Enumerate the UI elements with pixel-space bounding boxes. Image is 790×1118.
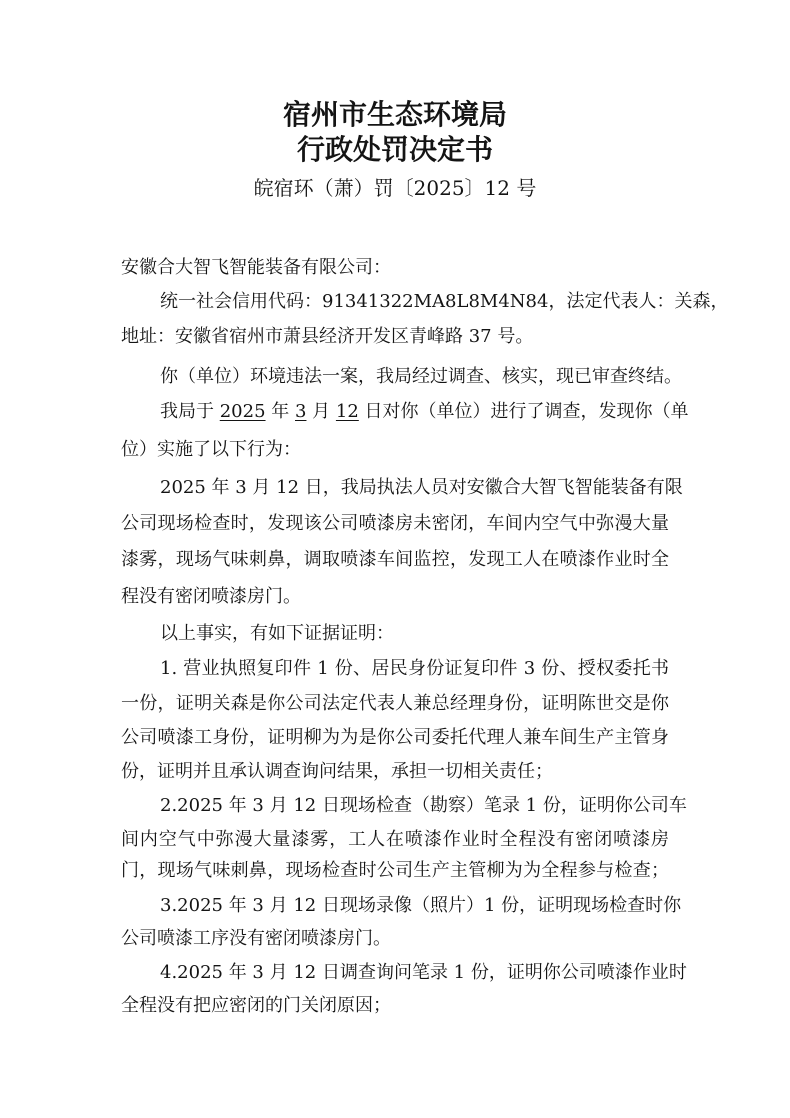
investigation-prefix: 我局于 xyxy=(160,401,220,422)
evidence-item-line: 3.2025 年 3 月 12 日现场录像（照片）1 份，证明现场检查时你 xyxy=(160,895,682,916)
issuing-authority-title: 宿州市生态环境局 xyxy=(282,98,507,131)
investigation-month-suffix: 月 xyxy=(306,401,336,422)
evidence-intro: 以上事实，有如下证据证明： xyxy=(160,623,394,644)
evidence-item-line: 2.2025 年 3 月 12 日现场检查（勘察）笔录 1 份，证明你公司车 xyxy=(160,795,687,816)
party-info-line: 统一社会信用代码：91341322MA8L8M4N84，法定代表人：关森， xyxy=(160,291,729,312)
addressee: 安徽合大智飞智能装备有限公司： xyxy=(121,257,391,278)
evidence-item-line: 1. 营业执照复印件 1 份、居民身份证复印件 3 份、授权委托书 xyxy=(160,658,669,679)
evidence-item-line: 公司喷漆工序没有密闭喷漆房门。 xyxy=(121,928,391,949)
intro-paragraph: 你（单位）环境违法一案，我局经过调查、核实，现已审查终结。 xyxy=(160,366,682,387)
investigation-line xyxy=(160,401,689,423)
investigation-year-suffix: 年 xyxy=(265,401,295,422)
investigation-continuation: 位）实施了以下行为： xyxy=(121,439,301,460)
investigation-month: 3 xyxy=(295,401,307,422)
investigation-day-suffix: 日对你（单位）进行了调查，发现你（单 xyxy=(358,401,689,422)
document-number: 皖宿环（萧）罚〔2025〕12 号 xyxy=(253,176,537,200)
investigation-day: 12 xyxy=(335,401,359,422)
evidence-item-line: 间内空气中弥漫大量漆雾，工人在喷漆作业时全程没有密闭喷漆房 xyxy=(121,829,669,850)
evidence-item-line: 公司喷漆工身份，证明柳为为是你公司委托代理人兼车间生产主管身 xyxy=(121,727,669,748)
investigation-year: 2025 xyxy=(219,401,266,422)
evidence-item-line: 一份，证明关森是你公司法定代表人兼总经理身份，证明陈世交是你 xyxy=(121,693,669,714)
facts-line: 程没有密闭喷漆房门。 xyxy=(121,586,301,607)
facts-line: 公司现场检查时，发现该公司喷漆房未密闭，车间内空气中弥漫大量 xyxy=(121,513,669,534)
evidence-item-line: 份，证明并且承认调查询问结果，承担一切相关责任； xyxy=(121,761,553,782)
evidence-item-line: 门，现场气味刺鼻，现场检查时公司生产主管柳为为全程参与检查； xyxy=(121,860,669,881)
party-info-line: 地址：安徽省宿州市萧县经济开发区青峰路 37 号。 xyxy=(121,326,534,347)
evidence-item-line: 4.2025 年 3 月 12 日调查询问笔录 1 份，证明你公司喷漆作业时 xyxy=(160,962,687,983)
facts-line: 漆雾，现场气味刺鼻，调取喷漆车间监控，发现工人在喷漆作业时全 xyxy=(121,549,669,570)
document-type-title: 行政处罚决定书 xyxy=(296,133,493,166)
facts-line: 2025 年 3 月 12 日，我局执法人员对安徽合大智飞智能装备有限 xyxy=(160,477,683,498)
evidence-item-line: 全程没有把应密闭的门关闭原因； xyxy=(121,995,391,1016)
